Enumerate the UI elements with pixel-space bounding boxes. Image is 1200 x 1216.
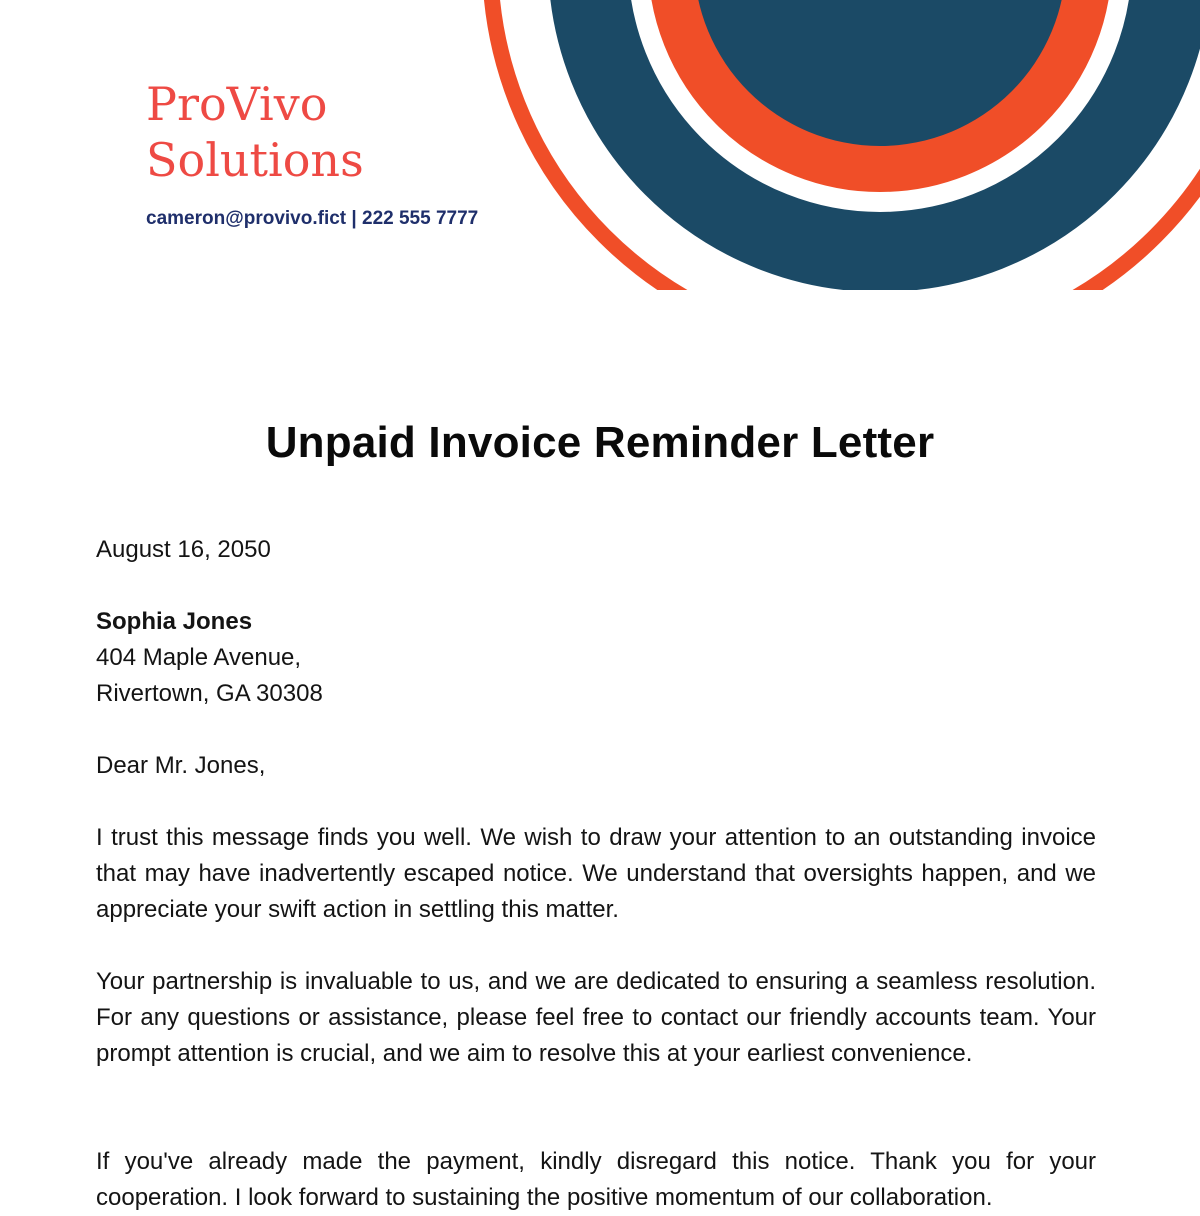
recipient-block [96, 604, 1096, 712]
contact-info: cameron@provivo.fict | 222 555 7777 [146, 208, 479, 229]
recipient-address-line2: Rivertown, GA 30308 [96, 680, 323, 707]
company-name-line2: Solutions [146, 133, 364, 187]
document-title: Unpaid Invoice Reminder Letter [265, 418, 935, 467]
company-name-line1: ProVivo [146, 77, 328, 131]
letterhead [0, 0, 1200, 290]
paragraph-1: I trust this message finds you well. We wish to draw your attention to an outstanding invoice that may have inadvertently escaped notice. We understand that oversights happen, and we appreciate your swift action in settling this matter. [96, 824, 1096, 923]
letter-date: August 16, 2050 [96, 536, 271, 563]
paragraph-2: Your partnership is invaluable to us, and we are dedicated to ensuring a seamless resolution. For any questions or assistance, please feel free to contact our friendly accounts team. Your prompt attention is crucial, and we aim to resolve this at your earliest convenience. [96, 968, 1096, 1067]
company-name [146, 76, 446, 188]
paragraph-3: If you've already made the payment, kindly disregard this notice. Thank you for your cooperation. I look forward to sustaining the positive momentum of our collaboration. [96, 1148, 1096, 1211]
salutation: Dear Mr. Jones, [96, 752, 266, 779]
recipient-name: Sophia Jones [96, 608, 253, 635]
recipient-address-line1: 404 Maple Avenue, [96, 644, 302, 671]
